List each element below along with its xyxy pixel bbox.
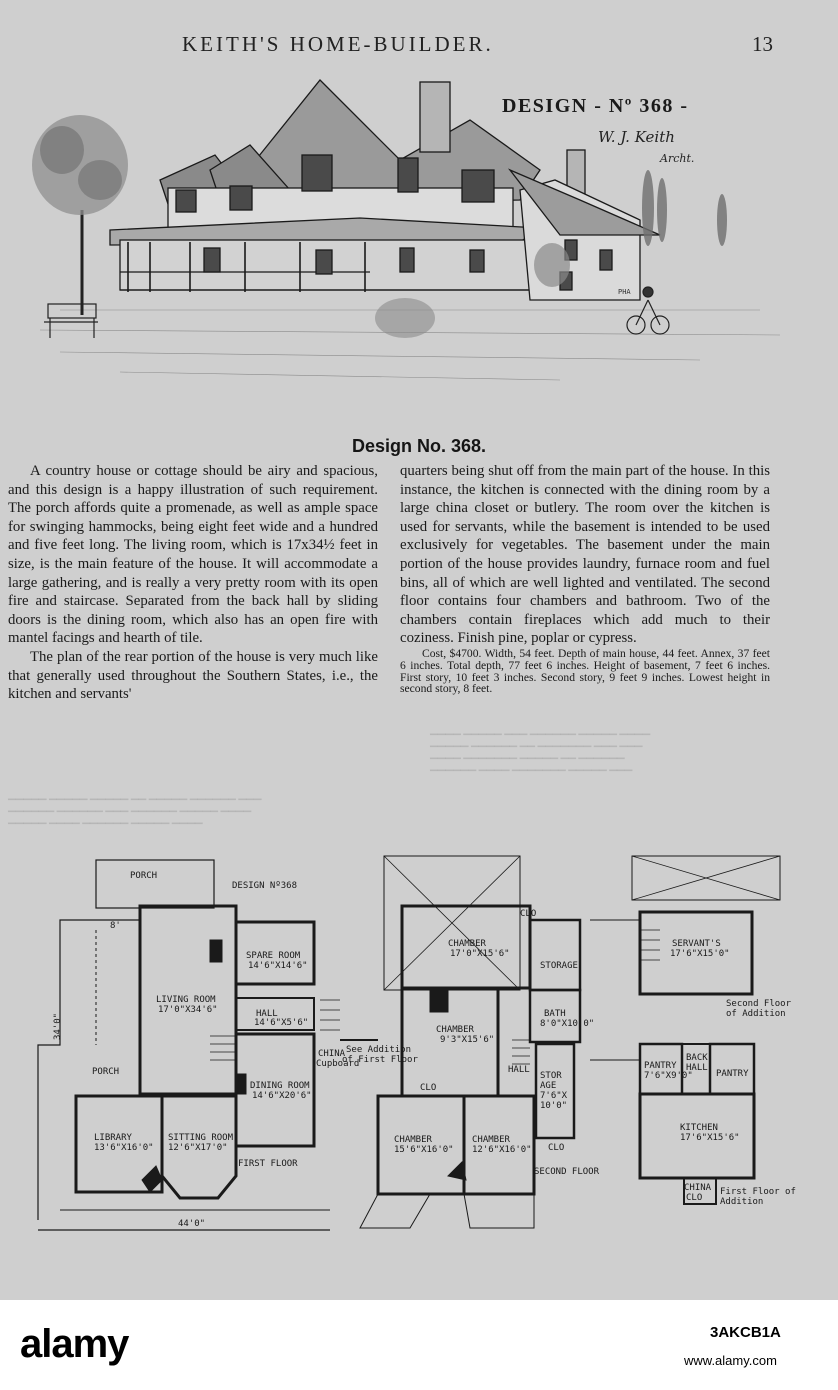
label-first-floor-addition: First Floor of [720, 1187, 796, 1197]
label-design-plan: DESIGN Nº368 [232, 881, 298, 891]
label-kitchen-dim: 17'6"X15'6" [680, 1133, 740, 1143]
label-storage: STORAGE [540, 961, 578, 971]
label-living-room-dim: 17'0"X34'6" [158, 1005, 218, 1015]
label-first-floor: FIRST FLOOR [238, 1159, 298, 1169]
label-chamber-1-dim: 17'0"X15'6" [450, 949, 510, 959]
label-chamber-3-dim: 15'6"X16'0" [394, 1145, 454, 1155]
label-see-addition: See Addition [346, 1045, 412, 1055]
label-living-room: LIVING ROOM [156, 995, 216, 1005]
bleed-through-text: ▔▔▔▔ ▔▔▔▔▔ ▔▔▔ ▔▔▔▔▔▔ ▔▔▔▔▔ ▔▔▔▔ ▔▔▔▔▔ ▔▔▔▔▔▔ ▔▔ ▔▔▔▔▔▔▔ ▔▔▔ ▔▔▔ ▔▔▔▔ ▔▔▔▔▔▔▔ ▔▔▔▔▔ ▔▔ ▔▔▔▔▔▔ ▔▔▔▔▔▔ ▔▔▔▔ ▔▔▔▔▔▔▔ ▔▔▔▔▔ ▔▔▔ [430, 735, 651, 782]
label-dining-room: DINING ROOM [250, 1081, 310, 1091]
label-library-dim: 13'6"X16'0" [94, 1143, 154, 1153]
label-china-1b: Cupboard [316, 1059, 360, 1069]
label-back-hall-b: HALL [686, 1063, 708, 1073]
label-chamber-2: CHAMBER [436, 1025, 474, 1035]
label-pantry-2: PANTRY [716, 1069, 749, 1079]
illustrator-initials: PHA [618, 288, 631, 296]
label-hall-1: HALL [256, 1009, 278, 1019]
architect-role: Archt. [660, 152, 695, 165]
label-second-floor-addition-b: of Addition [726, 1009, 786, 1019]
stock-url: www.alamy.com [684, 1353, 777, 1368]
journal-title: KEITH'S HOME-BUILDER. [182, 32, 494, 56]
plate-label: DESIGN - Nº 368 - [502, 95, 689, 117]
first-floor-plan [38, 860, 340, 1230]
right-column [400, 462, 770, 695]
floor-plans [0, 850, 838, 1290]
label-clo-3: CLO [548, 1143, 565, 1153]
label-spare-room-dim: 14'6"X14'6" [248, 961, 308, 971]
bleed-through-text-2: ▔▔▔▔▔ ▔▔▔▔▔ ▔▔▔▔▔ ▔▔ ▔▔▔▔▔ ▔▔▔▔▔▔ ▔▔▔ ▔▔▔▔▔▔ ▔▔▔▔▔▔ ▔▔▔ ▔▔▔▔▔▔ ▔▔▔▔▔ ▔▔▔▔ ▔▔▔▔▔ ▔▔▔▔ ▔▔▔▔▔▔ ▔▔▔▔▔ ▔▔▔▔ [8, 800, 262, 835]
cost-paragraph: Cost, $4700. Width, 54 feet. Depth of main house, 44 feet. Annex, 37 feet 6 inches. Total depth, 77 feet 6 inches. Height of basement, 7 feet 6 inches. First story, 10 feet 3 inches. Second story, 9 feet 9 inches. Lowest height in second story, 8 feet. [400, 646, 770, 696]
house-illustration [0, 60, 838, 440]
label-second-floor-addition: Second Floor [726, 999, 792, 1009]
left-column [8, 462, 378, 704]
garden-bench [44, 304, 98, 338]
addition-plan [590, 856, 780, 1204]
label-china-2: CHINA [684, 1183, 712, 1193]
label-storage-2b: AGE [540, 1081, 557, 1091]
label-pantry: PANTRY [644, 1061, 677, 1071]
label-see-addition-b: of First Floor [342, 1055, 418, 1065]
architect-signature: W. J. Keith [598, 128, 675, 146]
label-hall-2: HALL [508, 1065, 530, 1075]
stock-watermark-bar [0, 1300, 838, 1390]
tree-left [32, 115, 128, 315]
label-back-hall: BACK [686, 1053, 708, 1063]
alamy-logo: alamy [20, 1322, 129, 1366]
label-bath: BATH [544, 1009, 566, 1019]
label-first-floor-addition-b: Addition [720, 1197, 764, 1207]
label-storage-2-dim2: 10'0" [540, 1101, 568, 1111]
label-depth-dim: 34'0" [53, 1012, 63, 1040]
label-servants: SERVANT'S [672, 939, 721, 949]
label-chamber-3: CHAMBER [394, 1135, 432, 1145]
right-paragraph: quarters being shut off from the main part of the house. In this instance, the kitchen is connected with the dining room by a large china closet or butlery. The room over the kitchen is used for servants, while the basement is intended to be used exclusively for vegetables. The basement under the main portion of the house provides laundry, furnace room and fuel bins, all of which are well lighted and ventilated. The second floor contains four chambers and bathroom. Two of the chambers contain fireplaces which add much to their coziness. Finish pine, poplar or cypress. [400, 463, 770, 647]
left-paragraph-1: A country house or cottage should be airy and spacious, and this design is a happy illustration of such requirement. The porch affords quite a promenade, as well as ample space for swinging hammocks, being eight feet wide and a hundred and five feet long. The living room, which is 17x34½ feet in size, is the main feature of the house. It will accommodate a large gathering, and is really a very pretty room with its open fire and staircase. Separated from the back hall by sliding doors is the dining room, which also has an open fire with mantel facings and hearth of tile. [8, 463, 378, 647]
label-width-dim: 44'0" [178, 1219, 206, 1229]
label-dining-room-dim: 14'6"X20'6" [252, 1091, 312, 1101]
label-china-1: CHINA [318, 1049, 346, 1059]
label-spare-room: SPARE ROOM [246, 951, 301, 961]
label-porch-dim: 8' [110, 921, 121, 931]
label-china-2b: CLO [686, 1193, 703, 1203]
label-servants-dim: 17'6"X15'0" [670, 949, 730, 959]
article-title: Design No. 368. [351, 436, 487, 456]
image-id: 3AKCB1A [710, 1324, 781, 1341]
label-clo-1: CLO [520, 909, 537, 919]
label-kitchen: KITCHEN [680, 1123, 718, 1133]
label-pantry-dim: 7'6"X9'0" [644, 1071, 693, 1081]
label-porch-top: PORCH [130, 871, 158, 881]
label-second-floor: SECOND FLOOR [534, 1167, 600, 1177]
left-paragraph-2: The plan of the rear portion of the house is very much like that generally used throughout the Southern States, i.e., the kitchen and servants' [8, 648, 378, 703]
label-clo-2: CLO [420, 1083, 437, 1093]
page-number: 13 [752, 32, 773, 56]
label-porch-side: PORCH [92, 1067, 120, 1077]
label-chamber-2-dim: 9'3"X15'6" [440, 1035, 495, 1045]
label-bath-dim: 8'0"X10'0" [540, 1019, 595, 1029]
label-chamber-4-dim: 12'6"X16'0" [472, 1145, 532, 1155]
label-storage-2-dim: 7'6"X [540, 1091, 568, 1101]
label-sitting-room-dim: 12'6"X17'0" [168, 1143, 228, 1153]
label-hall-1-dim: 14'6"X5'6" [254, 1018, 309, 1028]
label-chamber-4: CHAMBER [472, 1135, 510, 1145]
running-head [0, 30, 838, 60]
label-sitting-room: SITTING ROOM [168, 1133, 234, 1143]
label-storage-2a: STOR [540, 1071, 562, 1081]
label-chamber-1: CHAMBER [448, 939, 486, 949]
label-library: LIBRARY [94, 1133, 132, 1143]
